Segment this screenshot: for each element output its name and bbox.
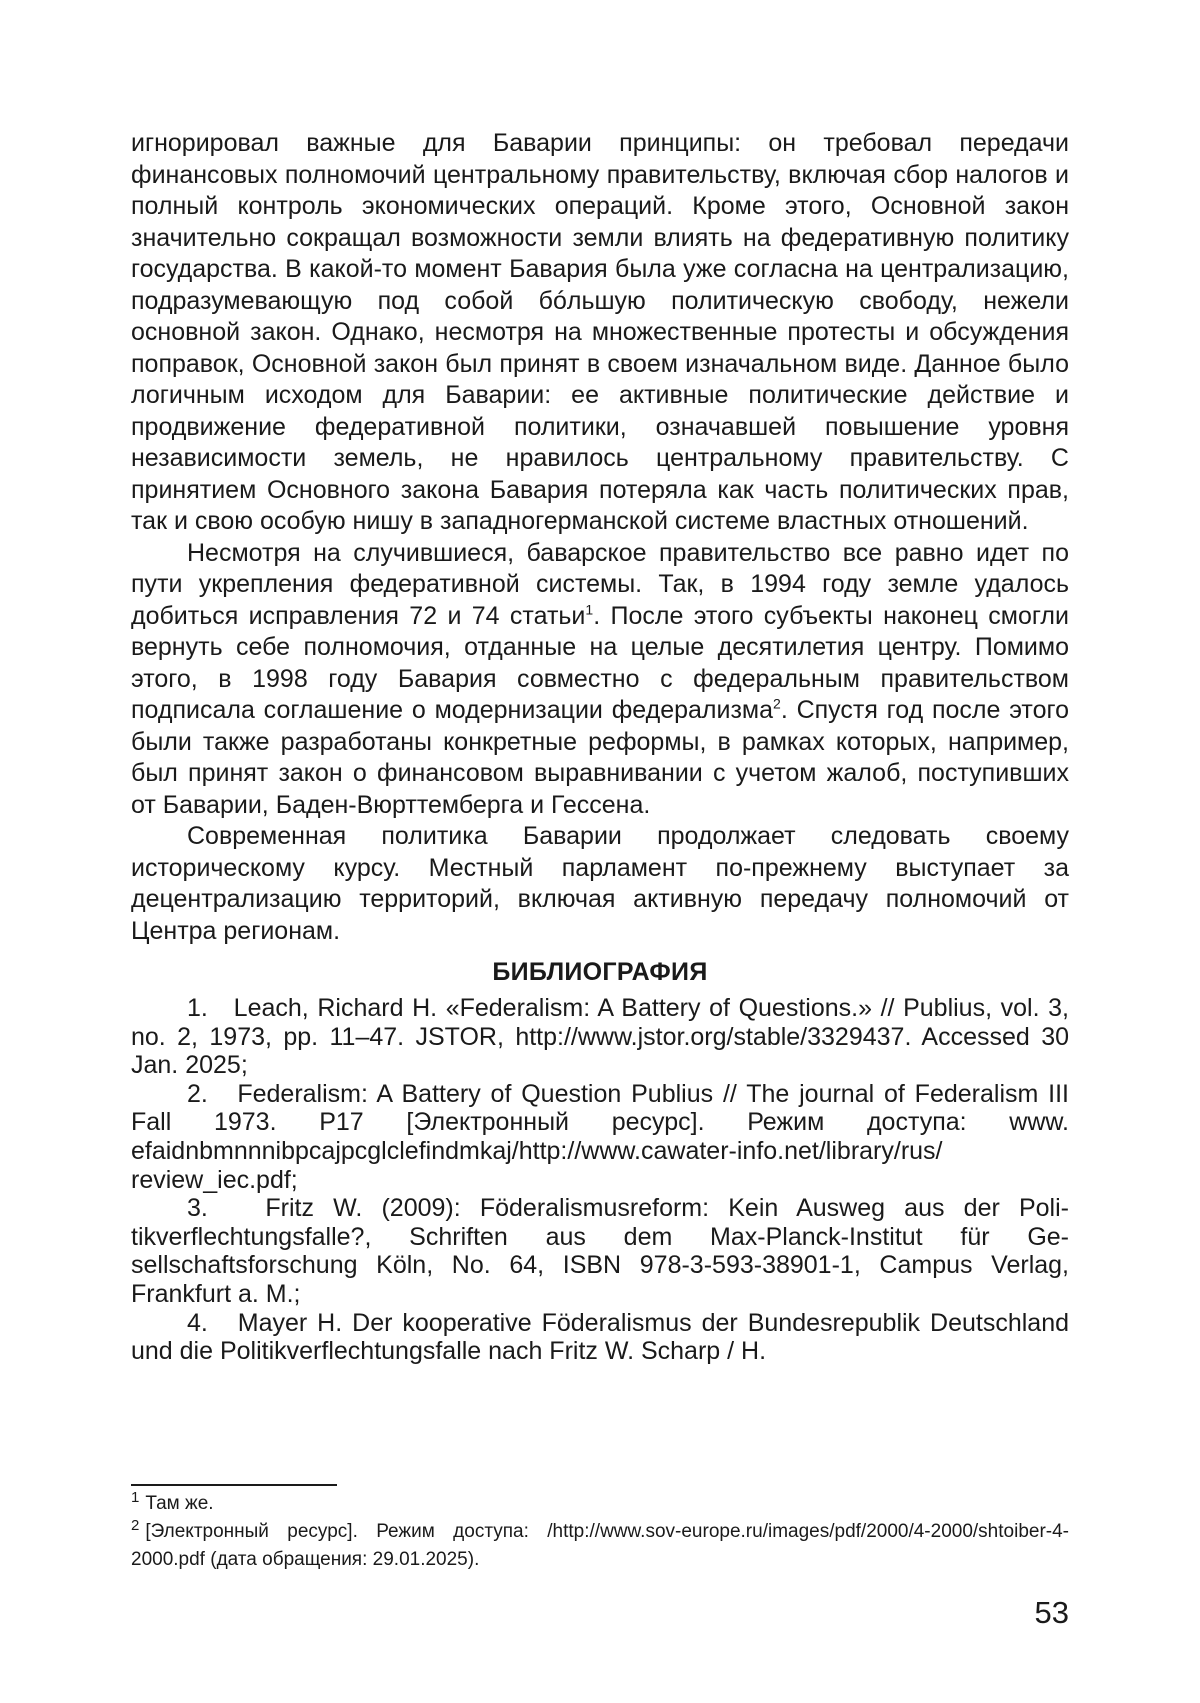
- bibliography-item-2: 2. Federalism: A Battery of Question Publius // The journal of Federalism III Fall 1973. P17 [Электронный ресурс]. Режим доступа: www. efaidnbmnnnibpcajpcglclefindmkaj/http://www.cawater-info.net/library/rus/ review_iec.pdf;: [131, 1079, 1069, 1194]
- paragraph-2-part-2: . После этого субъекты наконец смогли вернуть себе полномочия, отданные на целые десятилетия центру. Помимо этого, в 1998 году Бавария совместно с федеральным правительством подписала соглашение о модернизации федерализма: [131, 601, 1069, 724]
- paragraph-2: [131, 538, 1069, 822]
- footnotes: [131, 1490, 1069, 1574]
- footnote-1-number: 1: [131, 1489, 140, 1506]
- footnote-ref-2: 2: [773, 695, 781, 712]
- body-text: [131, 128, 1069, 947]
- footnote-ref-1: 1: [585, 601, 594, 618]
- page-number: 53: [1034, 1595, 1069, 1630]
- paragraph-2-part-3: . Спустя год после этого были также разработаны конкретные реформы, в рамках которых, например, был принят закон о финансовом выравнивании с учетом жалоб, поступивших от Баварии, Баден-Вюрттемберга и Гессена.: [131, 696, 1069, 819]
- footnote-2-number: 2: [131, 1517, 140, 1534]
- footnote-2-text: [Электронный ресурс]. Режим доступа: /http://www.sov-europe.ru/images/pdf/2000/4-2000/shtoiber-4-2000.pdf (дата обращения: 29.01.2025).: [131, 1521, 1069, 1570]
- paragraph-2-part-1: Несмотря на случившиеся, баварское правительство все равно идет по пути укрепления федеративной системы. Так, в 1994 году земле удалось добиться исправления 72 и 74 статьи: [131, 538, 1069, 630]
- footnote-1: [131, 1490, 1069, 1518]
- bibliography-item-1: 1. Leach, Richard H. «Federalism: A Battery of Questions.» // Publius, vol. 3, no. 2, 1973, pp. 11–47. JSTOR, http://www.jstor.org/stable/3329437. Accessed 30 Jan. 2025;: [131, 994, 1069, 1080]
- paragraph-1: игнорировал важные для Баварии принципы: он требовал передачи финансовых полномочий центральному правительству, включая сбор налогов и полный контроль экономических операций. Кроме этого, Основной закон значительно сокращал возможности земли влиять на федеративную политику государства. В какой-то момент Бавария была уже согласна на централизацию, подразумевающую под собой бóльшую политическую свободу, нежели основной закон. Однако, несмотря на множественные протесты и обсуждения поправок, Основной закон был принят в своем изначальном виде. Данное было логичным исходом для Баварии: ее активные политические действие и продвижение федеративной политики, означавшей повышение уровня независимости земель, не нравилось центральному правительству. С принятием Основного закона Бавария потеряла как часть политических прав, так и свою особую нишу в западногерманской системе властных отношений.: [131, 129, 1069, 535]
- page-content: [131, 128, 1069, 1366]
- footnote-divider: [131, 1484, 337, 1486]
- bibliography-item-4: 4. Mayer H. Der kooperative Föderalismus der Bundesrepublik Deutschland und die Politikverflechtungsfalle nach Fritz W. Scharp / H.: [131, 1308, 1069, 1366]
- footnote-2: [131, 1518, 1069, 1574]
- footnote-1-text: Там же.: [145, 1493, 214, 1514]
- bibliography-item-3: 3. Fritz W. (2009): Föderalismusreform: Kein Ausweg aus der Politikverflechtungsfalle?, Schriften aus dem Max-Planck-Institut für Gesellschaftsforschung Köln, No. 64, ISBN 978-3-593-38901-1, Campus Verlag, Frankfurt a. M.;: [131, 1194, 1069, 1308]
- bibliography-heading: БИБЛИОГРАФИЯ: [492, 958, 708, 986]
- paragraph-3: Современная политика Баварии продолжает следовать своему историческому курсу. Местный парламент по-прежнему выступает за децентрализацию территорий, включая активную передачу полномочий от Центра регионам.: [131, 822, 1069, 945]
- bibliography-list: [131, 994, 1069, 1366]
